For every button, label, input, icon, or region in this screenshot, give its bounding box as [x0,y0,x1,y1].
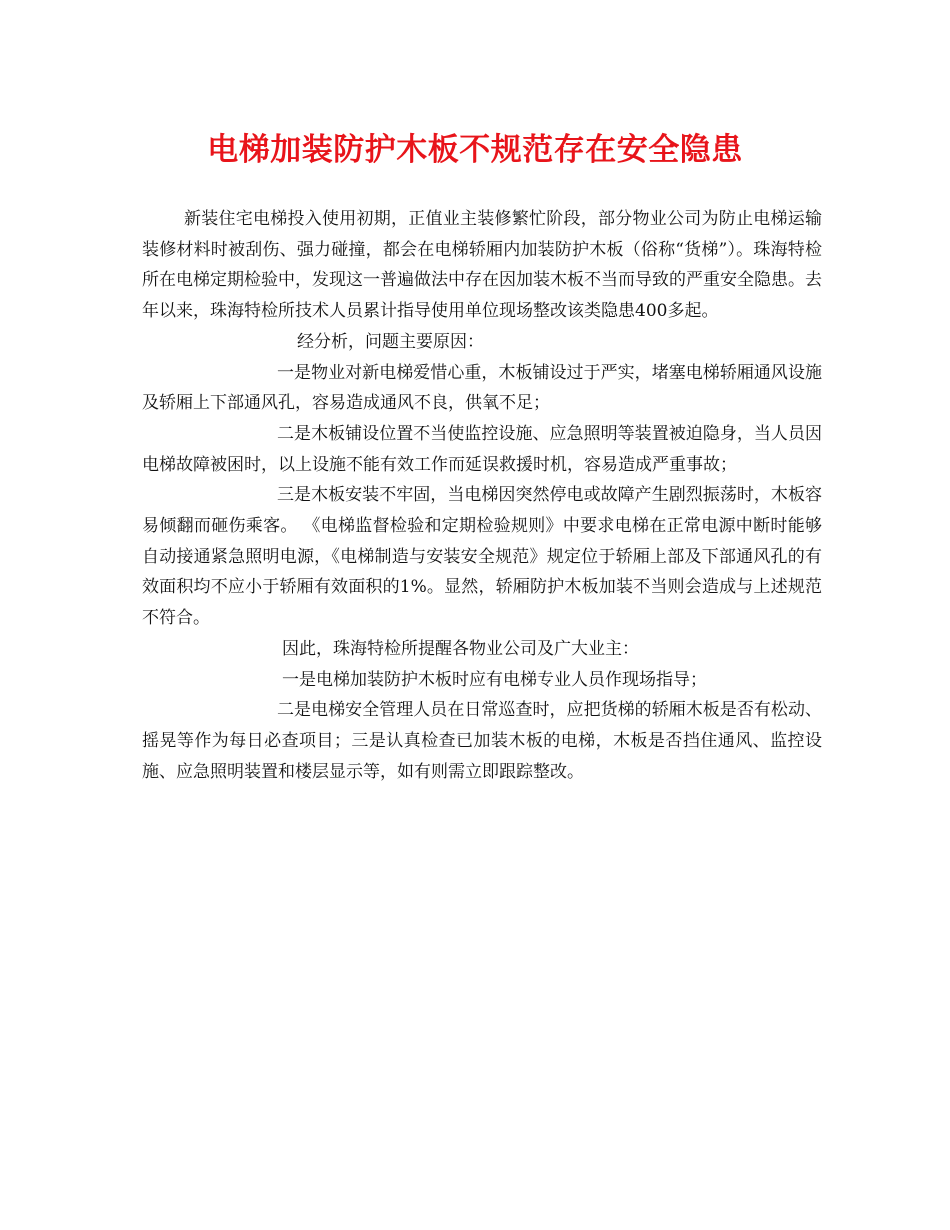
document-body [142,204,822,787]
paragraph-reason-1: 一是物业对新电梯爱惜心重，木板铺设过于严实，堵塞电梯轿厢通风设施及轿厢上下部通风孔，容易造成通风不良，供氧不足； [142,362,822,414]
document-title: 电梯加装防护木板不规范存在安全隐患 [207,132,743,168]
paragraph-intro: 新装住宅电梯投入使用初期，正值业主装修繁忙阶段，部分物业公司为防止电梯运输装修材料时被刮伤、强力碰撞，都会在电梯轿厢内加装防护木板（俗称“货梯”）。珠海特检所在电梯定期检验中，发现这一普遍做法中存在因加装木板不当而导致的严重安全隐患。去年以来，珠海特检所技术人员累计指导使用单位现场整改该类隐患400多起。 [142,209,822,322]
paragraph-advice-2: 二是电梯安全管理人员在日常巡查时，应把货梯的轿厢木板是否有松动、摇晃等作为每日必查项目；三是认真检查已加装木板的电梯，木板是否挡住通风、监控设施、应急照明装置和楼层显示等，如有则需立即跟踪整改。 [142,700,822,782]
paragraph-reminder-heading: 因此，珠海特检所提醒各物业公司及广大业主： [282,638,639,659]
paragraph-reason-2: 二是木板铺设位置不当使监控设施、应急照明等装置被迫隐身，当人员因电梯故障被困时，以上设施不能有效工作而延误救援时机，容易造成严重事故； [142,423,822,475]
paragraph-analysis-heading: 经分析，问题主要原因： [297,331,484,352]
paragraph-advice-1: 一是电梯加装防护木板时应有电梯专业人员作现场指导； [282,669,707,690]
paragraph-reason-3: 三是木板安装不牢固，当电梯因突然停电或故障产生剧烈振荡时，木板容易倾翻而砸伤乘客。 《电梯监督检验和定期检验规则》中要求电梯在正常电源中断时能够自动接通紧急照明电源，《电梯制造与安装安全规范》规定位于轿厢上部及下部通风孔的有效面积均不应小于轿厢有效面积的1%。显然，轿厢防护木板加装不当则会造成与上述规范不符合。 [142,485,822,629]
